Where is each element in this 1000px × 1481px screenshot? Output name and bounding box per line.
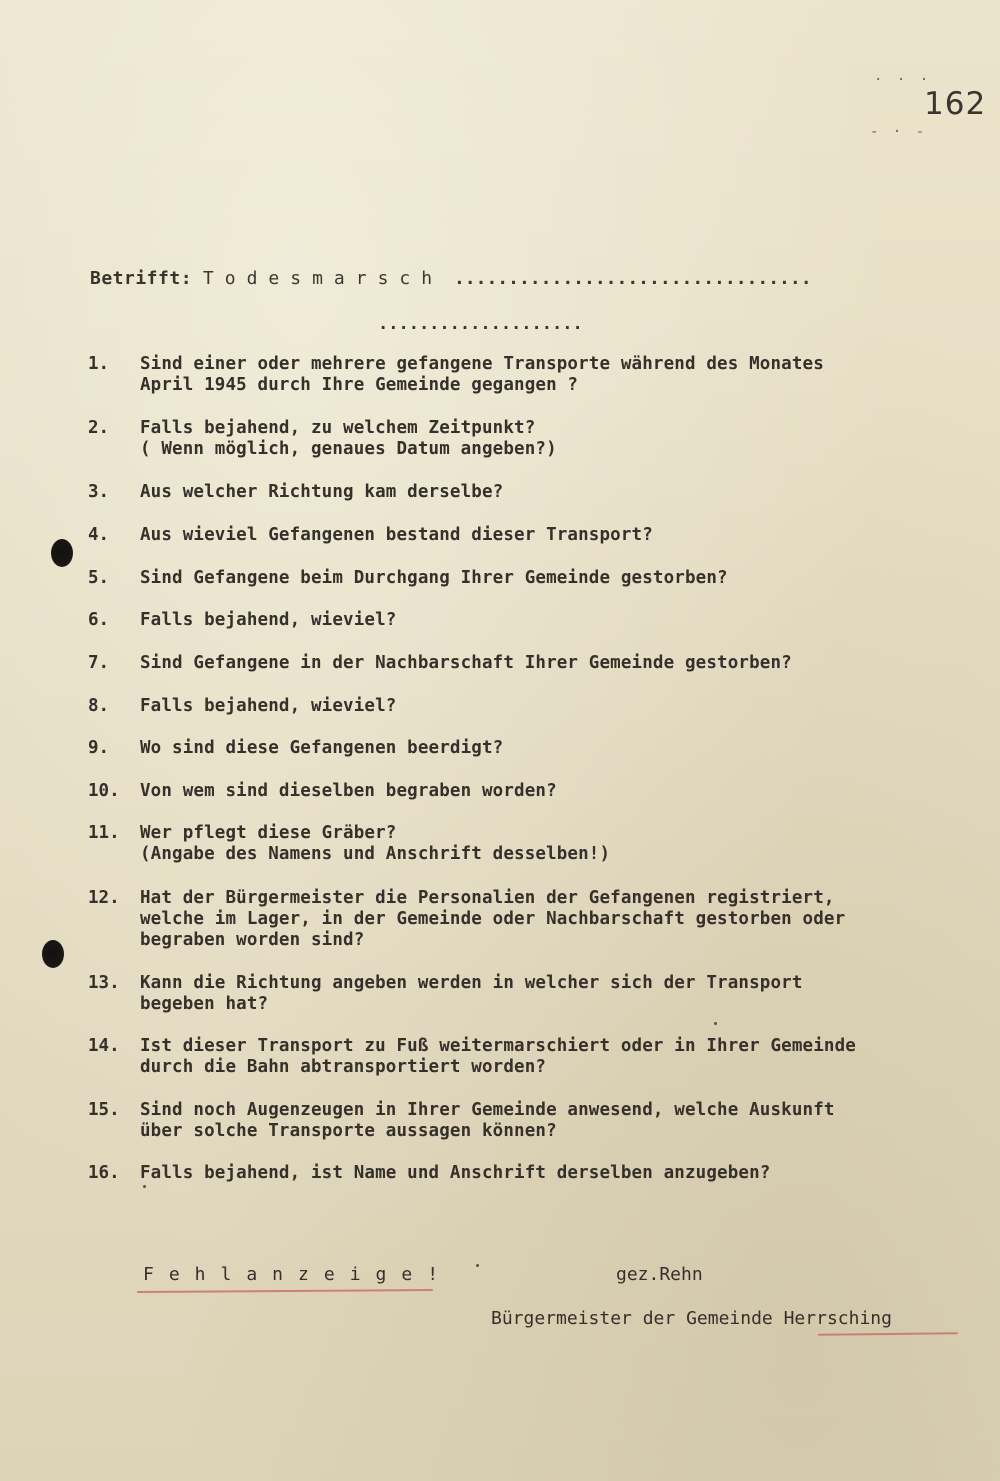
ink-speck xyxy=(143,1185,146,1188)
question-number: 13. xyxy=(88,973,120,993)
question-text: Kann die Richtung angeben werden in welcher sich der Transport begeben hat? xyxy=(140,973,803,1014)
question-text: Aus welcher Richtung kam derselbe? xyxy=(140,482,504,502)
question-text: Sind noch Augenzeugen in Ihrer Gemeinde anwesend, welche Auskunft über solche Transporte aussagen können? xyxy=(140,1100,835,1141)
question-number: 15. xyxy=(88,1100,120,1120)
punch-hole-upper xyxy=(51,539,73,567)
question-number: 14. xyxy=(88,1036,120,1056)
nil-return-note: Fehlanzeige! xyxy=(143,1264,454,1285)
subject-line xyxy=(90,268,812,289)
question-text: Falls bejahend, ist Name und Anschrift derselben anzugeben? xyxy=(140,1163,771,1183)
question-number: 3. xyxy=(88,482,110,502)
question-text: Aus wieviel Gefangenen bestand dieser Transport? xyxy=(140,525,653,545)
punch-hole-lower xyxy=(42,940,64,968)
question-number: 10. xyxy=(88,781,120,801)
question-text: Sind Gefangene beim Durchgang Ihrer Gemeinde gestorben? xyxy=(140,568,728,588)
question-text: Falls bejahend, wieviel? xyxy=(140,696,397,716)
question-number: 8. xyxy=(88,696,110,716)
question-number: 16. xyxy=(88,1163,120,1183)
question-number: 11. xyxy=(88,823,120,843)
question-number: 12. xyxy=(88,888,120,908)
signatory-title: Bürgermeister der Gemeinde Herrsching xyxy=(491,1308,892,1329)
subject-dots: ................................. xyxy=(453,268,812,289)
subject-title: Todesmarsch xyxy=(202,268,444,289)
question-text: Falls bejahend, wieviel? xyxy=(140,610,397,630)
margin-mark-top: · · · xyxy=(874,72,932,88)
question-text: Ist dieser Transport zu Fuß weitermarschiert oder in Ihrer Gemeinde durch die Bahn abtransportiert worden? xyxy=(140,1036,856,1077)
margin-mark-bottom: - · - xyxy=(870,124,928,140)
question-number: 7. xyxy=(88,653,110,673)
question-text: Wer pflegt diese Gräber? (Angabe des Namens und Anschrift desselben!) xyxy=(140,823,611,864)
question-text: Sind einer oder mehrere gefangene Transporte während des Monates April 1945 durch Ihre Gemeinde gegangen ? xyxy=(140,354,824,395)
question-number: 9. xyxy=(88,738,110,758)
question-text: Wo sind diese Gefangenen beerdigt? xyxy=(140,738,504,758)
page-number: 162 xyxy=(924,86,987,122)
question-number: 2. xyxy=(88,418,110,438)
question-text: Von wem sind dieselben begraben worden? xyxy=(140,781,557,801)
signature-line: gez.Rehn xyxy=(616,1264,703,1285)
red-pencil-underline-nil-return xyxy=(137,1289,433,1293)
question-text: Hat der Bürgermeister die Personalien der Gefangenen registriert, welche im Lager, in der Gemeinde oder Nachbarschaft gestorben oder begraben worden sind? xyxy=(140,888,846,950)
question-number: 6. xyxy=(88,610,110,630)
question-text: Falls bejahend, zu welchem Zeitpunkt? ( Wenn möglich, genaues Datum angeben?) xyxy=(140,418,557,459)
subject-label: Betrifft: xyxy=(90,268,193,289)
question-number: 1. xyxy=(88,354,110,374)
subject-underline-dots: .................... xyxy=(378,314,583,334)
ink-speck xyxy=(714,1022,717,1025)
question-number: 5. xyxy=(88,568,110,588)
question-text: Sind Gefangene in der Nachbarschaft Ihrer Gemeinde gestorben? xyxy=(140,653,792,673)
ink-speck xyxy=(476,1264,479,1267)
question-number: 4. xyxy=(88,525,110,545)
red-pencil-underline-herrsching xyxy=(818,1332,958,1335)
